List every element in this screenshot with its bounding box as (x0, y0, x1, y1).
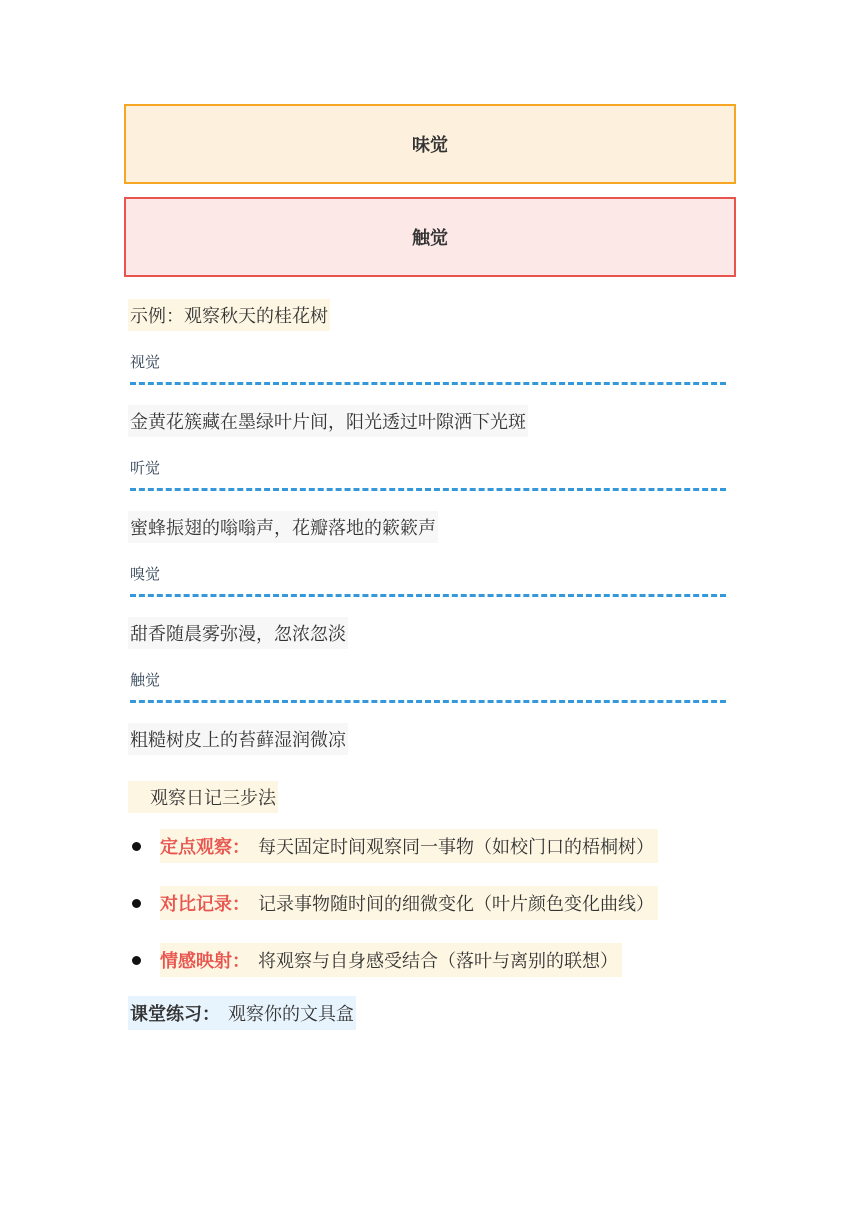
step-text: 记录事物随时间的细微变化（叶片颜色变化曲线） (258, 894, 654, 915)
list-item (124, 829, 736, 863)
sense-description: 蜜蜂振翅的嗡嗡声，花瓣落地的簌簌声 (128, 511, 438, 543)
diary-title: 观察日记三步法 (128, 781, 278, 813)
sense-label: 视觉 (130, 353, 161, 371)
list-item (124, 943, 736, 977)
diary-steps-list (124, 829, 736, 977)
sense-item-hearing (124, 457, 736, 543)
dashed-divider (130, 594, 726, 597)
taste-box (124, 104, 736, 184)
list-item (124, 886, 736, 920)
touch-box-label: 触觉 (412, 228, 448, 249)
sense-item-smell (124, 563, 736, 649)
diary-section (124, 755, 736, 977)
document-content (124, 104, 736, 1030)
dashed-divider (130, 488, 726, 491)
bullet-icon (132, 899, 141, 908)
touch-box (124, 197, 736, 277)
sense-label: 触觉 (130, 671, 161, 689)
step-body (160, 829, 658, 863)
practice-callout (128, 996, 356, 1030)
sense-description: 金黄花簇藏在墨绿叶片间，阳光透过叶隙洒下光斑 (128, 405, 528, 437)
step-key: 情感映射： (160, 951, 250, 972)
example-section (124, 277, 736, 755)
sense-label: 听觉 (130, 459, 161, 477)
sense-item-touch (124, 669, 736, 755)
sense-item-sight (124, 351, 736, 437)
taste-box-label: 味觉 (412, 135, 448, 156)
practice-text: 观察你的文具盒 (228, 1004, 354, 1025)
step-key: 对比记录： (160, 894, 250, 915)
bullet-icon (132, 842, 141, 851)
step-text: 每天固定时间观察同一事物（如校门口的梧桐树） (258, 837, 654, 858)
step-text: 将观察与自身感受结合（落叶与离别的联想） (258, 951, 618, 972)
sense-description: 甜香随晨雾弥漫，忽浓忽淡 (128, 617, 348, 649)
example-title: 示例：观察秋天的桂花树 (128, 299, 330, 331)
step-key: 定点观察： (160, 837, 250, 858)
bullet-icon (132, 956, 141, 965)
practice-key: 课堂练习： (130, 1004, 220, 1025)
dashed-divider (130, 382, 726, 385)
sense-description: 粗糙树皮上的苔藓湿润微凉 (128, 723, 348, 755)
step-body (160, 886, 658, 920)
sense-label: 嗅觉 (130, 565, 161, 583)
step-body (160, 943, 622, 977)
dashed-divider (130, 700, 726, 703)
